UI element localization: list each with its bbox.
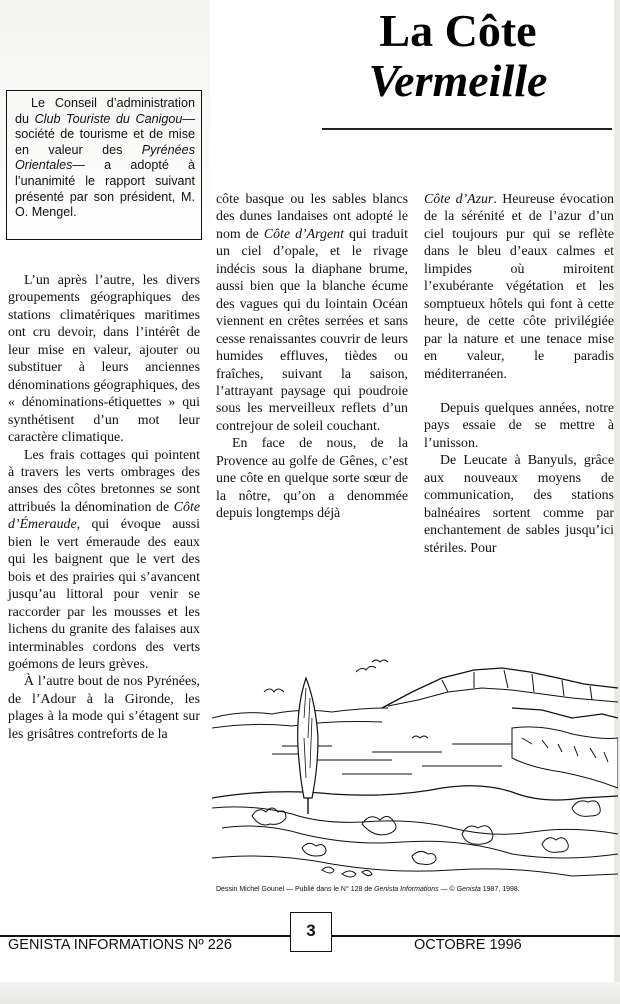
text: qui traduit un ciel d’opale, et le rivage indécis sous la diaphane brume, aussi bien que la blanche écume des vagues qui du lointain Océan viennent en crêtes serrées et sans cesse renaissantes couvrir de leurs humides effluves, tièdes ou fraîches, suivant la saison, l’attrayant paysage qui poudroie sous les merveilleux reflets d’un contrejour de soleil couchant. [216, 226, 408, 434]
column-1 [8, 272, 200, 743]
page-number: 3 [290, 912, 332, 952]
title-rule [322, 128, 612, 130]
caption-publication: Genista Informations [374, 886, 439, 893]
paragraph [216, 191, 408, 435]
paragraph: À l’autre bout de nos Pyrénées, de l’Adour à la Gironde, les plages à la mode qui s’étagent sur les grisâtres contreforts de la [8, 674, 200, 742]
intro-text: Le Conseil d’administration du [15, 96, 195, 126]
text: Les frais cottages qui pointent à travers les verts ombrages des anses des côtes bretonnes se sont attribués la dénomination de [8, 447, 200, 515]
column-3 [424, 191, 614, 557]
paragraph: L’un après l’autre, les divers groupements géographiques des stations climatériques maritimes ont cru devoir, dans l’intérêt de leur mise en valeur, ajouter ou substituer à leurs anciennes dénominations géographiques, des « dénominations-étiquettes » qui synthétisent d’un mot leur caractère climatique. [8, 273, 200, 446]
intro-text: — société de tourisme et de mise en valeur des [15, 111, 196, 157]
text: . Heureuse évocation de la sérénité et de l’azur d’un ciel toujours pur qui se reflète dans le bleu d’eaux calmes et limpides où miroitent l’exubérante végétation et les somptueux hôtels qui font à cette heure, de cette côte privilégiée par la nature et une tenace mise en valeur, le paradis méditerranéen. [424, 192, 614, 382]
text: côte basque ou les sables blancs des dunes landaises ont adopté le nom de [216, 192, 408, 242]
column-2 [216, 191, 408, 523]
place-name: Côte d’Argent [263, 226, 344, 242]
caption-text: 1987, 1998. [480, 886, 520, 893]
illustration-caption [216, 885, 616, 895]
caption-publisher: Genista [456, 886, 481, 893]
article-title [308, 6, 608, 106]
paragraph: En face de nous, de la Provence au golfe de Gênes, c’est une côte en quelque sorte sœur de la nôtre, qu’on a denommée depuis longtemps déjà [216, 436, 408, 522]
paragraph: Depuis quelques années, notre pays essaie de se mettre à l’unisson. [424, 400, 614, 451]
place-name: Côte d’Émeraude [8, 499, 200, 533]
page-bottom-edge [0, 982, 620, 1004]
intro-box [6, 90, 202, 240]
caption-text: — © [438, 886, 457, 893]
title-line-2: Vermeille [368, 55, 548, 106]
intro-region-name: Pyrénées Orientales [15, 142, 195, 173]
text: , qui évoque aussi bien le vert émeraude des eaux qui les baignent que le vert des bois et des prairies qui s’avancent jusqu’au littoral pour venir se raccorder par les mousses et les lichens du granite des falaises aux interminables cordons des verts goémons de leurs grèves. [8, 517, 200, 672]
place-name: Côte d’Azur [424, 192, 494, 207]
title-line-1: La Côte [379, 5, 537, 56]
footer-date: OCTOBRE 1996 [414, 937, 522, 953]
caption-text: Dessin Michel Gounel — Publié dans le N° 128 de [216, 886, 375, 893]
paragraph: De Leucate à Banyuls, grâce aux nouveaux moyens de communication, des stations balnéaires sortent comme par enchantement de sables jusqu’ici stériles. Pour [424, 453, 614, 556]
footer-publication: GENISTA INFORMATIONS Nº 226 [8, 937, 232, 953]
paragraph [424, 191, 614, 383]
landscape-illustration [212, 648, 618, 882]
intro-club-name: Club Touriste du Canigou [34, 111, 183, 126]
intro-text: — a adopté à l’unanimité le rapport suivant présenté par son président, M. O. Mengel. [15, 158, 195, 220]
paragraph [8, 447, 200, 674]
